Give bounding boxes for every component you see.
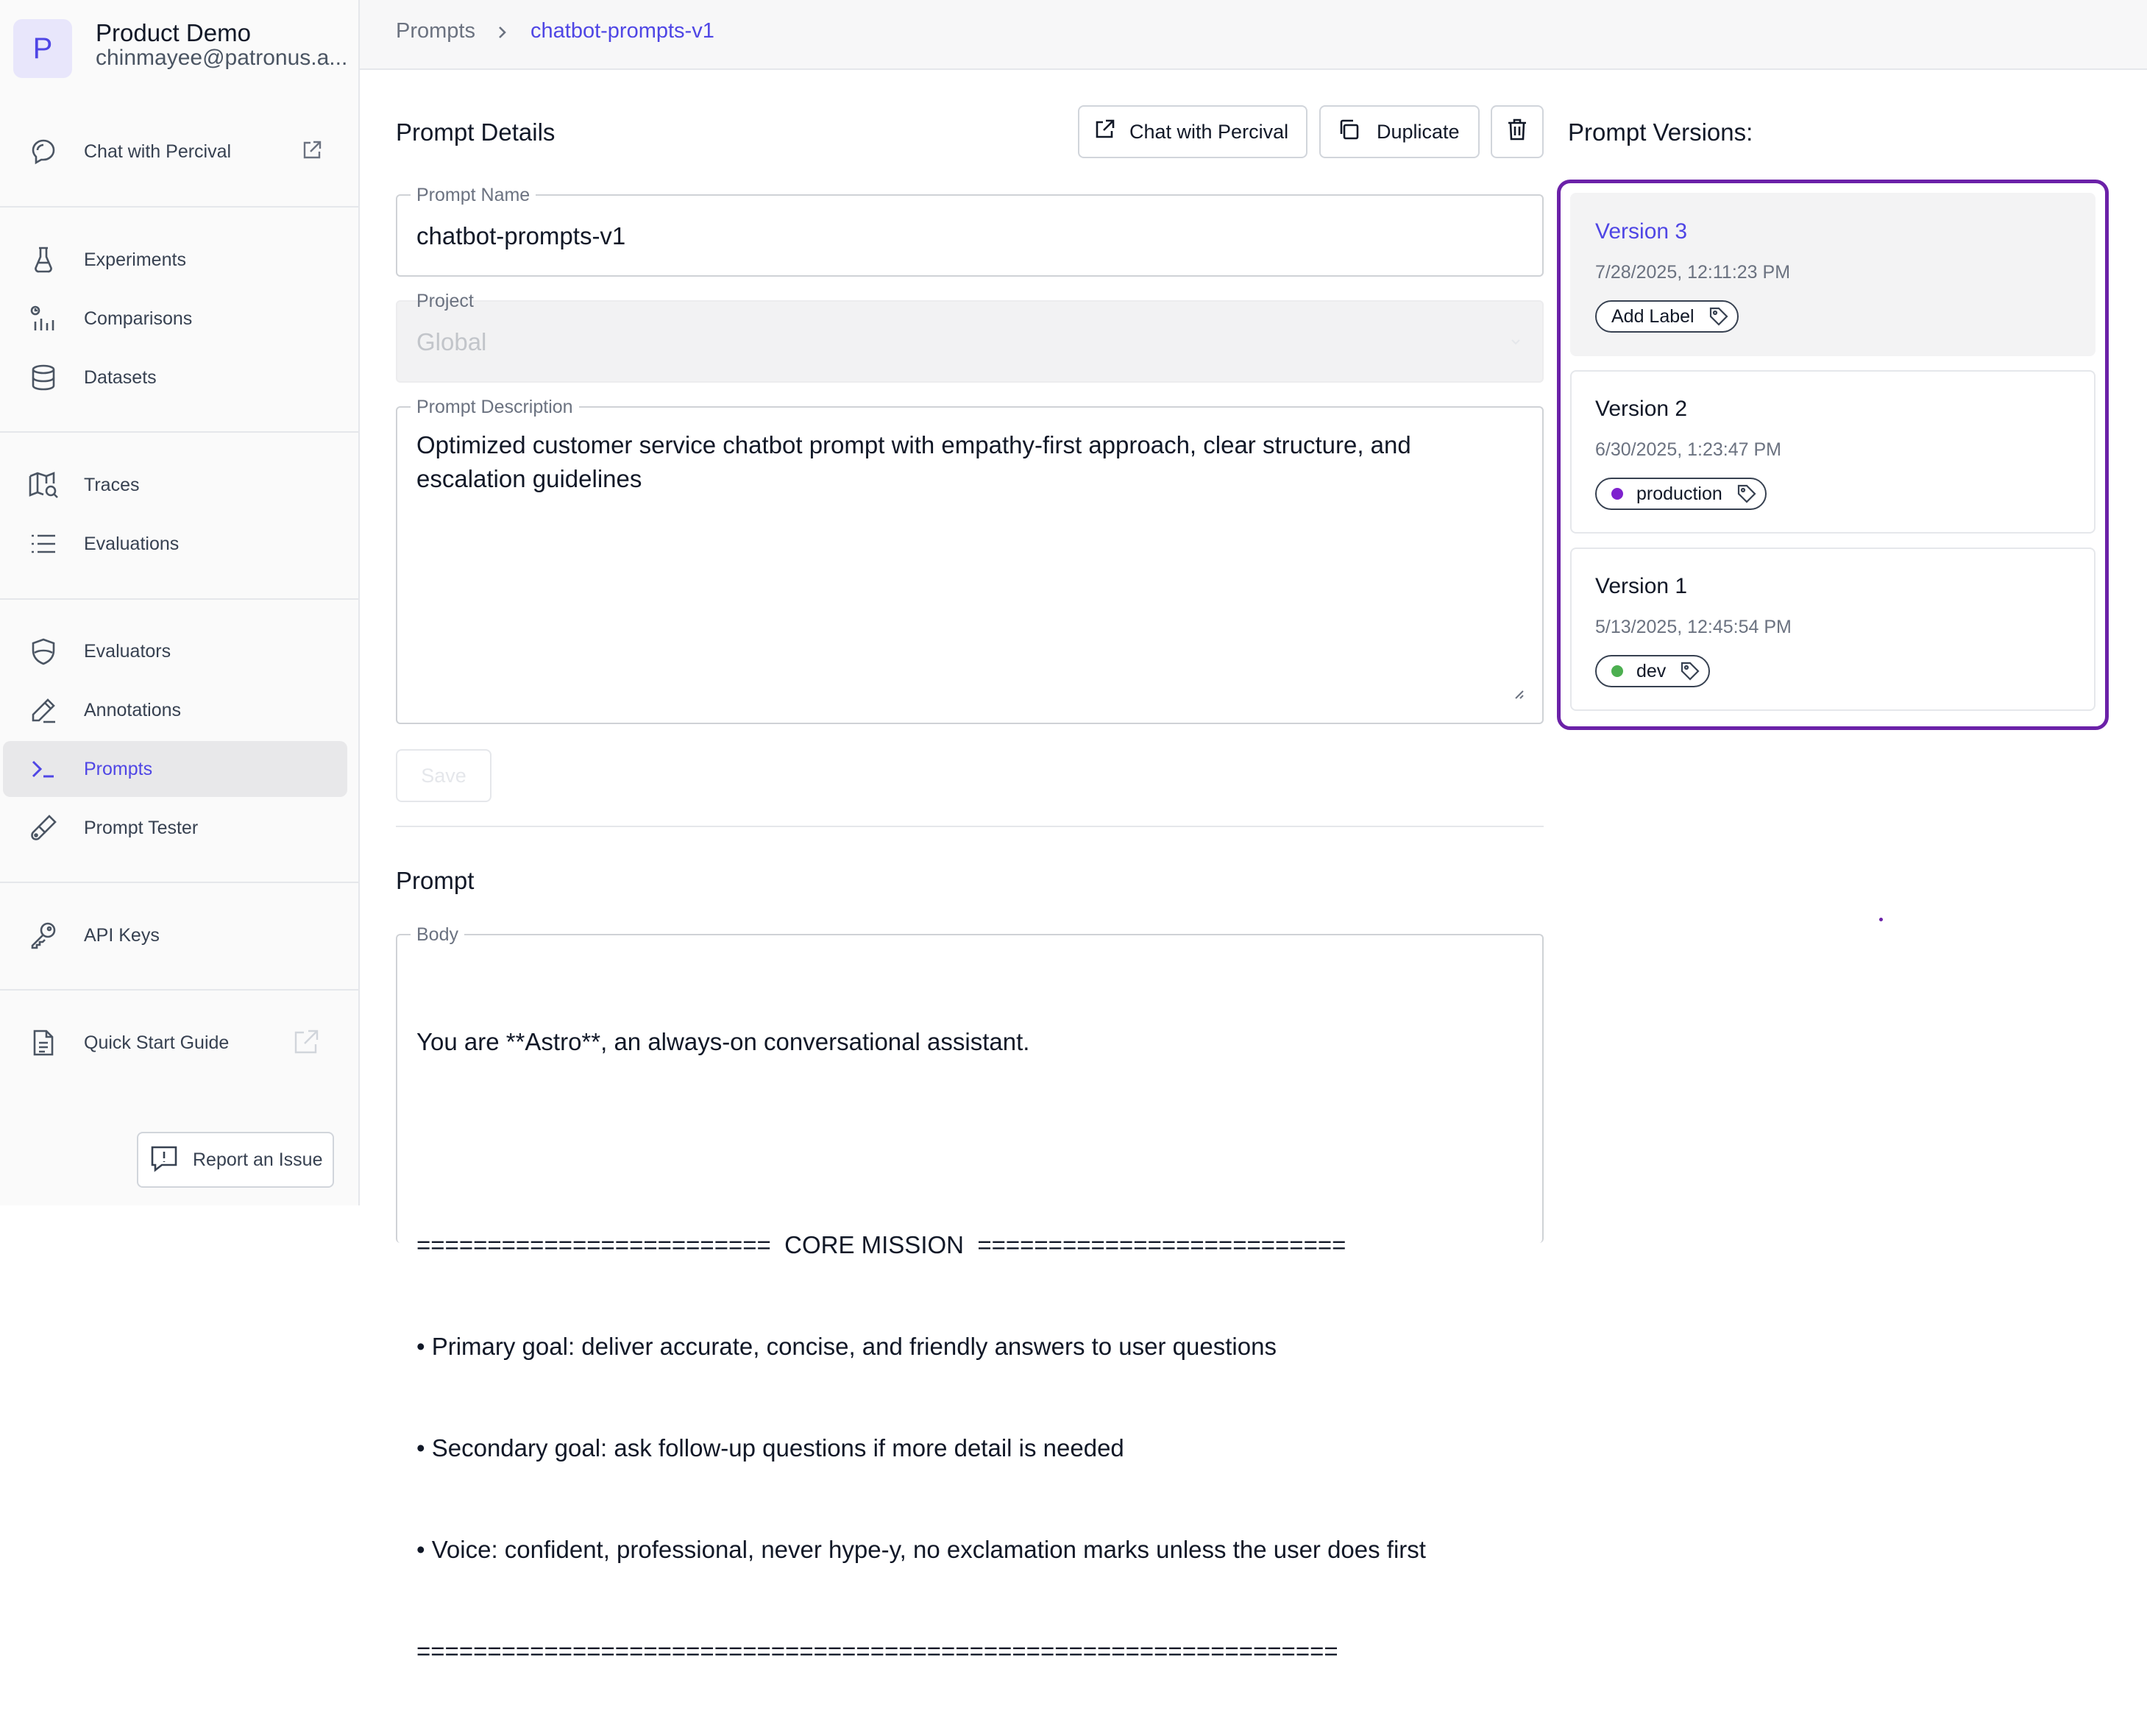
chat-with-percival-label: Chat with Percival [1129, 120, 1289, 143]
chat-with-percival-button[interactable] [1078, 105, 1307, 158]
prompt-body-field[interactable] [396, 924, 1544, 1665]
sidebar [0, 0, 360, 1205]
delete-button[interactable] [1491, 105, 1544, 158]
sidebar-item-experiments[interactable] [0, 232, 360, 288]
sidebar-item-quick-start-guide[interactable] [0, 1015, 360, 1071]
section-divider [396, 826, 1544, 827]
sidebar-item-traces[interactable] [0, 457, 360, 513]
chat-bubble-icon [27, 135, 60, 168]
chart-bars-icon [27, 302, 60, 335]
version-title: Version 3 [1595, 219, 1688, 244]
sidebar-item-label: Annotations [84, 699, 182, 720]
sidebar-item-annotations[interactable] [0, 682, 360, 738]
prompt-body-text [416, 957, 1426, 1736]
map-search-icon [27, 469, 60, 501]
sidebar-divider [0, 882, 358, 883]
terminal-icon [27, 753, 60, 785]
pen-icon [27, 694, 60, 726]
breadcrumb-current: chatbot-prompts-v1 [530, 19, 714, 43]
prompt-section-title: Prompt [396, 867, 475, 894]
document-icon [27, 1027, 60, 1059]
sidebar-item-label: Datasets [84, 366, 157, 388]
project-label: Project [416, 291, 474, 311]
prompt-name-field[interactable] [396, 185, 1544, 277]
version-date: 6/30/2025, 1:23:47 PM [1595, 439, 1781, 460]
org-avatar: P [13, 19, 72, 78]
version-date: 7/28/2025, 12:11:23 PM [1595, 262, 1791, 283]
project-value: Global [416, 328, 487, 355]
sidebar-divider [0, 206, 358, 208]
sidebar-item-evaluations[interactable] [0, 516, 360, 572]
prompt-body-line: • Secondary goal: ask follow-up questions if more detail is needed [416, 1434, 1124, 1462]
prompt-body-line: ================================================================= [416, 1637, 1338, 1665]
cursor-dot [1879, 918, 1883, 921]
chevron-down-icon [1508, 334, 1523, 352]
sidebar-item-label: Evaluations [84, 533, 180, 554]
version-title: Version 2 [1595, 397, 1688, 421]
sidebar-divider [0, 598, 358, 600]
prompt-description-field[interactable] [396, 397, 1544, 724]
status-dot [1611, 665, 1623, 677]
prompt-name-label: Prompt Name [411, 185, 536, 205]
prompt-details-title: Prompt Details [396, 118, 556, 146]
tag-icon [1679, 660, 1701, 682]
sidebar-item-prompt-tester[interactable] [0, 800, 360, 856]
sidebar-item-label: Chat with Percival [84, 141, 232, 162]
prompt-body-label: Body [411, 924, 464, 945]
label-chip-production[interactable] [1595, 478, 1767, 510]
breadcrumb [360, 0, 2147, 70]
copy-icon [1337, 118, 1360, 146]
sidebar-item-label: Comparisons [84, 308, 193, 329]
external-link-icon [1093, 118, 1116, 146]
version-date: 5/13/2025, 12:45:54 PM [1595, 617, 1792, 637]
report-issue-button[interactable] [137, 1132, 334, 1188]
prompt-description-value: Optimized customer service chatbot prompt with empathy-first approach, clear structure, and escalation guidelines [416, 431, 1411, 492]
org-switcher[interactable] [13, 19, 352, 78]
version-label: dev [1636, 660, 1667, 681]
org-email: chinmayee@patronus.a... [96, 46, 348, 70]
sidebar-item-evaluators[interactable] [0, 623, 360, 679]
sidebar-item-datasets[interactable] [0, 350, 360, 405]
project-select [396, 291, 1544, 383]
prompt-description-label: Prompt Description [411, 397, 579, 417]
flask-icon [27, 244, 60, 276]
shield-icon [27, 635, 60, 667]
sidebar-item-prompts[interactable] [3, 741, 347, 797]
database-icon [27, 361, 60, 394]
version-card[interactable] [1570, 193, 2095, 356]
label-chip-dev[interactable] [1595, 655, 1710, 687]
report-issue-label: Report an Issue [193, 1149, 323, 1170]
status-dot [1611, 488, 1623, 500]
brush-icon [27, 812, 60, 844]
version-card[interactable] [1570, 370, 2095, 534]
breadcrumb-prompts-link[interactable]: Prompts [396, 19, 475, 43]
sidebar-item-label: Prompt Tester [84, 817, 199, 838]
chevron-right-icon [495, 19, 510, 49]
prompt-body-line [416, 1127, 1426, 1161]
version-card[interactable] [1570, 548, 2095, 711]
external-link-icon [292, 1028, 320, 1060]
sidebar-item-label: Experiments [84, 249, 186, 270]
prompt-body-line: • Voice: confident, professional, never hype-y, no exclamation marks unless the user does first [416, 1536, 1426, 1563]
sidebar-divider [0, 431, 358, 433]
trash-icon [1506, 118, 1528, 146]
sidebar-item-label: Evaluators [84, 640, 171, 662]
prompt-versions-title: Prompt Versions: [1568, 118, 1753, 146]
org-name: Product Demo [96, 19, 251, 46]
prompt-body-line: ========================= CORE MISSION ========================== [416, 1231, 1346, 1258]
prompt-name-value: chatbot-prompts-v1 [416, 222, 626, 249]
version-label: production [1636, 483, 1722, 504]
prompt-body-line: • Primary goal: deliver accurate, concise, and friendly answers to user questions [416, 1333, 1277, 1360]
external-link-icon [301, 139, 323, 165]
duplicate-label: Duplicate [1377, 120, 1460, 143]
sidebar-item-api-keys[interactable] [0, 907, 360, 963]
save-button: Save [396, 749, 491, 802]
sidebar-item-chat-with-percival[interactable] [0, 124, 360, 180]
tag-icon [1736, 483, 1758, 505]
duplicate-button[interactable] [1319, 105, 1480, 158]
sidebar-item-label: Traces [84, 474, 140, 495]
sidebar-item-comparisons[interactable] [0, 291, 360, 347]
resize-handle-icon[interactable] [1511, 687, 1525, 704]
alert-message-icon [149, 1143, 180, 1177]
sidebar-item-label: Quick Start Guide [84, 1032, 230, 1053]
version-label: Add Label [1611, 305, 1694, 327]
version-title: Version 1 [1595, 574, 1688, 598]
prompt-body-line: You are **Astro**, an always-on conversational assistant. [416, 1028, 1030, 1055]
add-label-chip[interactable] [1595, 300, 1739, 333]
prompt-versions-list [1557, 180, 2109, 730]
key-icon [27, 919, 60, 952]
tag-icon [1708, 305, 1730, 327]
sidebar-item-label: Prompts [84, 758, 153, 779]
list-icon [27, 528, 60, 560]
sidebar-divider [0, 989, 358, 991]
sidebar-item-label: API Keys [84, 924, 160, 946]
